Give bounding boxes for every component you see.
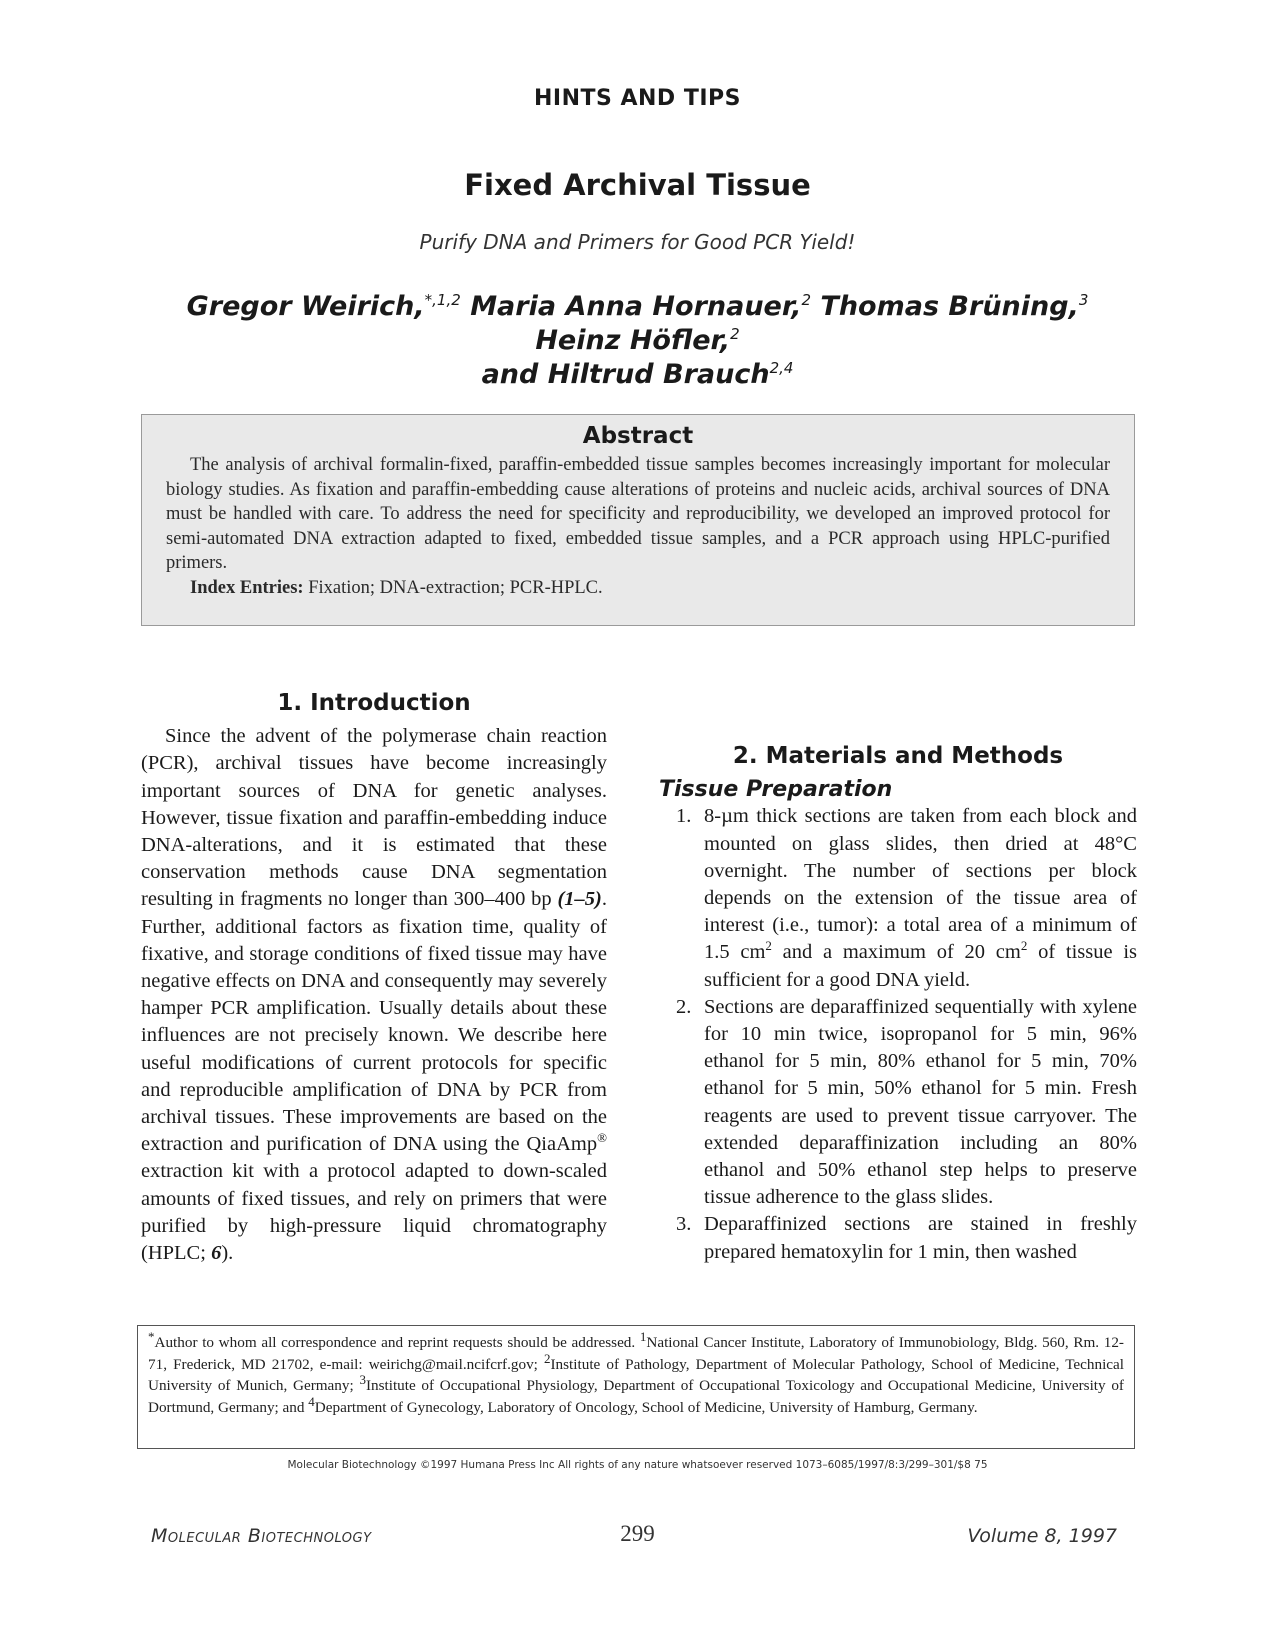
- volume-info: Volume 8, 1997: [967, 1525, 1117, 1547]
- page-number: 299: [620, 1521, 655, 1546]
- article-title: Fixed Archival Tissue: [464, 168, 811, 202]
- affiliation-footnote: [137, 1325, 1135, 1449]
- text-run: Department of Gynecology, Laboratory of Oncology, School of Medicine, University of Hamburg, Germany.: [314, 1398, 978, 1416]
- article-subtitle: Purify DNA and Primers for Good PCR Yield!: [419, 230, 856, 254]
- text-run: Institute of Occupational Physiology, Department of Occupational Toxicology and Occupational Medicine, University of Dortmund, Germany; and: [148, 1377, 1124, 1416]
- author-affiliation: 2,4: [769, 359, 794, 377]
- right-column: [659, 690, 1137, 1266]
- text-run: Since the advent of the polymerase chain reaction (PCR), archival tissues have become increasingly important sources of DNA for genetic analyses. However, tissue fixation and paraffin-embedding induce DNA-alterations, and it is estimated that these conservation methods cause DNA segmentation resulting in fragments no longer than 300–400 bp: [141, 725, 607, 911]
- text-run: of tissue is sufficient for a good DNA yield.: [704, 941, 1138, 991]
- left-column: [141, 690, 607, 1267]
- author-name: Maria Anna Hornauer,: [470, 291, 802, 322]
- index-entries: [166, 576, 1110, 601]
- protocol-steps: [659, 803, 1137, 1265]
- author-name: Thomas Brüning,: [820, 291, 1079, 322]
- author-affiliation: 3: [1078, 291, 1089, 309]
- introduction-heading: 1. Introduction: [277, 690, 471, 716]
- abstract-heading: Abstract: [582, 423, 694, 449]
- text-run: National Cancer Institute, Laboratory of Immunobiology, Bldg. 560, Rm. 12-71, Frederick, MD 21702, e-mail: weirichg@mail.ncifcrf.gov;: [148, 1334, 1124, 1373]
- author-name: and Hiltrud Brauch: [481, 359, 770, 390]
- text-run: Deparaffinized sections are stained in freshly prepared hematoxylin for 1 min, then washed: [704, 1213, 1137, 1263]
- author-affiliation: 2: [730, 325, 740, 343]
- index-entries-label: Index Entries:: [190, 577, 304, 598]
- copyright-line: Molecular Biotechnology ©1997 Humana Press Inc All rights of any nature whatsoever reserved 1073–6085/1997/8:3/299–301/$8 75: [287, 1459, 988, 1471]
- superscript: 1: [639, 1328, 647, 1344]
- abstract-text: The analysis of archival formalin-fixed, paraffin-embedded tissue samples becomes increasingly important for molecular biology studies. As fixation and paraffin-embedding cause alterations of proteins and nucleic acids, archival sources of DNA must be handled with care. To address the need for specificity and reproducibility, we developed an improved protocol for semi-automated DNA extraction adapted to fixed, embedded tissue samples, and a PCR approach using HPLC-purified primers.: [166, 455, 1110, 573]
- author-affiliation: *,1,2: [424, 291, 461, 309]
- superscript: 4: [308, 1393, 315, 1409]
- text-run: Institute of Pathology, Department of Molecular Pathology, School of Medicine, Technical University of Munich, Germany;: [148, 1355, 1124, 1395]
- step-number: 1.: [676, 805, 692, 828]
- superscript: *: [148, 1328, 155, 1344]
- section-label: HINTS AND TIPS: [533, 86, 742, 111]
- superscript: 2: [544, 1350, 551, 1366]
- author-name: Heinz Höfler,: [535, 325, 731, 356]
- tissue-preparation-heading: Tissue Preparation: [659, 777, 893, 803]
- superscript: 3: [359, 1372, 366, 1388]
- step-number: 3.: [676, 1213, 692, 1236]
- author-list: [140, 290, 1135, 392]
- author-name: Gregor Weirich,: [186, 291, 425, 322]
- journal-name: Molecular Biotechnology: [151, 1525, 372, 1547]
- step-number: 2.: [676, 995, 692, 1018]
- superscript: 2: [765, 938, 772, 954]
- text-run: extraction kit with a protocol adapted to down-scaled amounts of fixed tissues, and rely on primers that were purified by high-pressure liquid chromatography (HPLC;: [141, 1160, 607, 1265]
- text-run: Author to whom all correspondence and reprint requests should be addressed.: [154, 1334, 640, 1351]
- author-affiliation: 2: [801, 291, 812, 309]
- abstract-box: [141, 414, 1135, 626]
- text-run: and a maximum of 20 cm: [771, 941, 1021, 964]
- citation: (1–5): [557, 888, 602, 911]
- introduction-paragraph: [141, 723, 607, 1267]
- text-run: . Further, additional factors as fixation time, quality of fixative, and storage conditions of fixed tissue may have negative effects on DNA and consequently may severely hamper PCR amplification. Usually details about these influences are not precisely known. We describe here useful modifications of current protocols for specific and reproducible amplification of DNA by PCR from archival tissues. These improvements are based on the extraction and purification of DNA using the QiaAmp: [141, 888, 607, 1156]
- index-entries-text: Fixation; DNA-extraction; PCR-HPLC.: [308, 577, 603, 598]
- text-run: 8-µm thick sections are taken from each block and mounted on glass slides, then dried at 48°C overnight. The number of sections per block depends on the extension of the tissue area of interest (i.e., tumor): a total area of a minimum of 1.5 cm: [704, 805, 1137, 964]
- protocol-step: [659, 803, 1137, 993]
- methods-heading: 2. Materials and Methods: [732, 743, 1064, 769]
- protocol-step: [659, 1211, 1137, 1265]
- protocol-step: [659, 994, 1137, 1212]
- text-run: Sections are deparaffinized sequentially with xylene for 10 min twice, isopropanol for 5 min, 96% ethanol for 5 min, 80% ethanol for 5 min, 70% ethanol for 5 min, 50% ethanol for 5 min. Fresh reagents are used to prevent tissue carryover. The extended deparaffinization including an 80% ethanol and 50% ethanol step helps to preserve tissue adherence to the glass slides.: [704, 995, 1137, 1209]
- text-run: ).: [221, 1242, 234, 1265]
- citation: 6: [211, 1242, 222, 1265]
- superscript: 2: [1020, 938, 1028, 954]
- registered-mark: ®: [597, 1130, 607, 1146]
